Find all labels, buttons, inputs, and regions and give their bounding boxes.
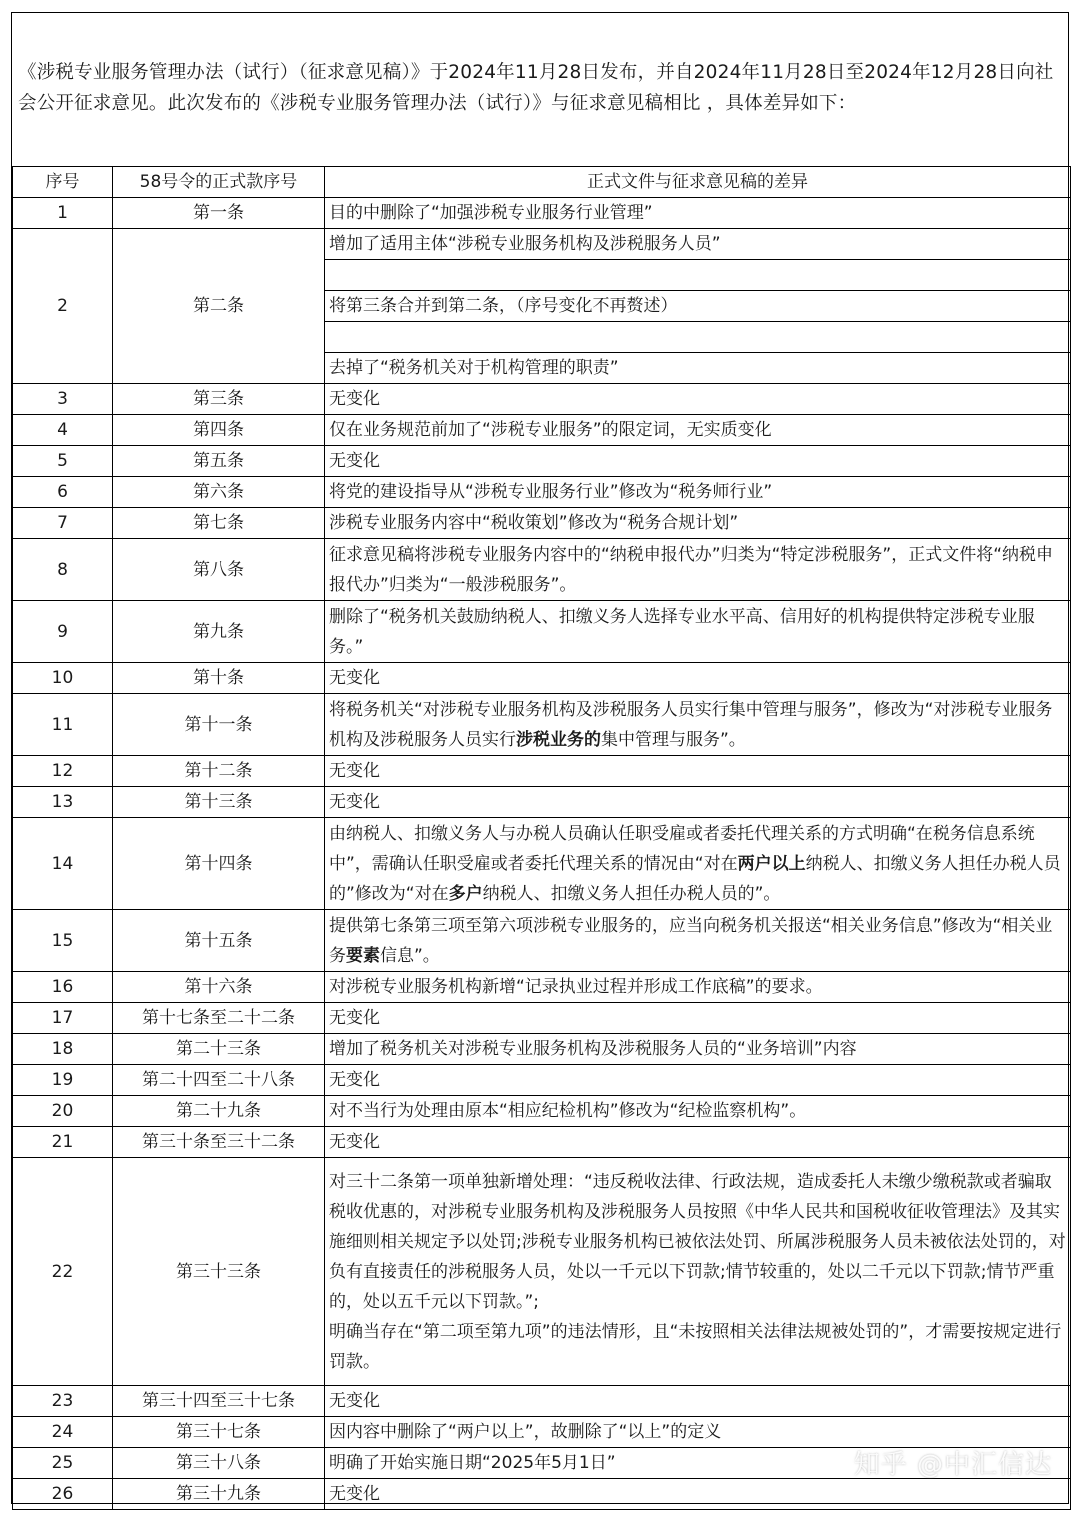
row-diff: 无变化 xyxy=(325,1386,1071,1417)
table-header-row xyxy=(13,167,1071,198)
table-row xyxy=(13,972,1071,1003)
row-article: 第三十三条 xyxy=(113,1158,325,1386)
row-article: 第六条 xyxy=(113,477,325,508)
row-article: 第二条 xyxy=(113,229,325,384)
row-diff: 无变化 xyxy=(325,1479,1071,1510)
row-number: 5 xyxy=(13,446,113,477)
row-article: 第三条 xyxy=(113,384,325,415)
row-number: 6 xyxy=(13,477,113,508)
table-row xyxy=(13,1417,1071,1448)
row-diff: 无变化 xyxy=(325,787,1071,818)
header-no: 序号 xyxy=(13,167,113,198)
table-row xyxy=(13,415,1071,446)
diff-text: 纳税人、扣缴义务人担任办税人员的”修改为“对在 xyxy=(329,853,1061,904)
table-row xyxy=(13,787,1071,818)
table-row xyxy=(13,477,1071,508)
row-diff: 对涉税专业服务机构新增“记录执业过程并形成工作底稿”的要求。 xyxy=(325,972,1071,1003)
row-number: 26 xyxy=(13,1479,113,1510)
comparison-table xyxy=(12,166,1071,1510)
diff-text: 由纳税人、扣缴义务人与办税人员确认任职受雇或者委托代理关系的方式明确“在税务信息系统中”，需确认任职受雇或者委托代理关系的情况由“对在 xyxy=(329,823,1035,874)
header-diff: 正式文件与征求意见稿的差异 xyxy=(325,167,1071,198)
row-number: 15 xyxy=(13,910,113,972)
row-diff: 无变化 xyxy=(325,1127,1071,1158)
row-number: 8 xyxy=(13,539,113,601)
row-number: 3 xyxy=(13,384,113,415)
table-row xyxy=(13,910,1071,972)
diff-text: 提供第七条第三项至第六项涉税专业服务的，应当向税务机关报送“相关业务信息”修改为“相关业务 xyxy=(329,915,1053,966)
table-row xyxy=(13,508,1071,539)
row-number: 18 xyxy=(13,1034,113,1065)
intro-paragraph: 《涉税专业服务管理办法（试行）（征求意见稿）》于2024年11月28日发布，并自2024年11月28日至2024年12月28日向社会公开征求意见。此次发布的《涉税专业服务管理办法（试行）》与征求意见稿相比 ，具体差异如下： xyxy=(18,62,1054,114)
table-row xyxy=(13,446,1071,477)
diff-paragraph: 对三十二条第一项单独新增处理：“违反税收法律、行政法规，造成委托人未缴少缴税款或者骗取税收优惠的，对涉税专业服务机构及涉税服务人员按照《中华人民共和国税收征收管理法》及其实施细则相关规定予以处罚;涉税专业服务机构已被依法处罚、所属涉税服务人员未被依法处罚的，对负有直接责任的涉税服务人员，处以一千元以下罚款;情节较重的，处以二千元以下罚款;情节严重的，处以五千元以下罚款。”; xyxy=(329,1171,1066,1312)
row-number: 21 xyxy=(13,1127,113,1158)
row-number: 24 xyxy=(13,1417,113,1448)
row-diff: 无变化 xyxy=(325,756,1071,787)
diff-emphasis: 两户以上 xyxy=(737,853,806,874)
document-sheet xyxy=(11,12,1069,1504)
row-diff-empty xyxy=(325,322,1071,353)
row-diff: 对不当行为处理由原本“相应纪检机构”修改为“纪检监察机构”。 xyxy=(325,1096,1071,1127)
row-number: 10 xyxy=(13,663,113,694)
table-row xyxy=(13,1034,1071,1065)
row-number: 19 xyxy=(13,1065,113,1096)
row-number: 13 xyxy=(13,787,113,818)
row-diff: 无变化 xyxy=(325,384,1071,415)
diff-emphasis: 多户 xyxy=(448,883,483,904)
table-row xyxy=(13,694,1071,756)
header-article: 58号令的正式款序号 xyxy=(113,167,325,198)
table-row xyxy=(13,384,1071,415)
row-article: 第三十九条 xyxy=(113,1479,325,1510)
table-row xyxy=(13,1158,1071,1386)
row-diff: 将第三条合并到第二条，（序号变化不再赘述） xyxy=(325,291,1071,322)
row-article: 第三十条至三十二条 xyxy=(113,1127,325,1158)
row-number: 16 xyxy=(13,972,113,1003)
row-article: 第九条 xyxy=(113,601,325,663)
row-diff-empty xyxy=(325,260,1071,291)
row-number: 12 xyxy=(13,756,113,787)
row-diff: 无变化 xyxy=(325,1065,1071,1096)
row-article: 第七条 xyxy=(113,508,325,539)
row-number: 1 xyxy=(13,198,113,229)
row-diff: 目的中删除了“加强涉税专业服务行业管理” xyxy=(325,198,1071,229)
table-row xyxy=(13,539,1071,601)
row-article: 第十一条 xyxy=(113,694,325,756)
table-row xyxy=(13,229,1071,260)
table-row xyxy=(13,756,1071,787)
row-article: 第二十三条 xyxy=(113,1034,325,1065)
diff-paragraph: 明确当存在“第二项至第九项”的违法情形，且“未按照相关法律法规被处罚的”，才需要按规定进行罚款。 xyxy=(329,1321,1062,1372)
row-article: 第十五条 xyxy=(113,910,325,972)
row-diff: 明确了开始实施日期“2025年5月1日” xyxy=(325,1448,1071,1479)
row-diff: 增加了税务机关对涉税专业服务机构及涉税服务人员的“业务培训”内容 xyxy=(325,1034,1071,1065)
row-diff: 将党的建设指导从“涉税专业服务行业”修改为“税务师行业” xyxy=(325,477,1071,508)
row-article: 第二十四至二十八条 xyxy=(113,1065,325,1096)
row-diff: 删除了“税务机关鼓励纳税人、扣缴义务人选择专业水平高、信用好的机构提供特定涉税专业服务。” xyxy=(325,601,1071,663)
row-number: 9 xyxy=(13,601,113,663)
row-article: 第三十四至三十七条 xyxy=(113,1386,325,1417)
row-number: 25 xyxy=(13,1448,113,1479)
row-article: 第四条 xyxy=(113,415,325,446)
watermark: 知乎 @中汇信达 xyxy=(853,1450,1052,1480)
table-row xyxy=(13,198,1071,229)
row-number: 20 xyxy=(13,1096,113,1127)
row-number: 2 xyxy=(13,229,113,384)
table-row xyxy=(13,1065,1071,1096)
row-diff: 增加了适用主体“涉税专业服务机构及涉税服务人员” xyxy=(325,229,1071,260)
diff-emphasis: 要素 xyxy=(346,945,380,966)
table-row xyxy=(13,1386,1071,1417)
row-article: 第十六条 xyxy=(113,972,325,1003)
row-article: 第八条 xyxy=(113,539,325,601)
row-article: 第三十七条 xyxy=(113,1417,325,1448)
row-article: 第一条 xyxy=(113,198,325,229)
diff-text: 将税务机关“对涉税专业服务机构及涉税服务人员实行集中管理与服务”，修改为“对涉税专业服务机构及涉税服务人员实行 xyxy=(329,699,1053,750)
diff-text: 纳税人、扣缴义务人担任办税人员的”。 xyxy=(482,883,781,904)
table-row xyxy=(13,1479,1071,1510)
row-article: 第三十八条 xyxy=(113,1448,325,1479)
row-article: 第二十九条 xyxy=(113,1096,325,1127)
row-number: 22 xyxy=(13,1158,113,1386)
table-row xyxy=(13,818,1071,910)
row-diff: 因内容中删除了“两户以上”，故删除了“以上”的定义 xyxy=(325,1417,1071,1448)
table-row xyxy=(13,1003,1071,1034)
row-diff: 涉税专业服务内容中“税收策划”修改为“税务合规计划” xyxy=(325,508,1071,539)
row-diff: 仅在业务规范前加了“涉税专业服务”的限定词，无实质变化 xyxy=(325,415,1071,446)
row-diff: 征求意见稿将涉税专业服务内容中的“纳税申报代办”归类为“特定涉税服务”，正式文件将“纳税申报代办”归类为“一般涉税服务”。 xyxy=(325,539,1071,601)
table-row xyxy=(13,1127,1071,1158)
row-diff: 无变化 xyxy=(325,1003,1071,1034)
row-article: 第十条 xyxy=(113,663,325,694)
diff-emphasis: 涉税业务的 xyxy=(516,729,601,750)
row-diff: 无变化 xyxy=(325,446,1071,477)
row-article: 第十七条至二十二条 xyxy=(113,1003,325,1034)
row-number: 11 xyxy=(13,694,113,756)
row-number: 7 xyxy=(13,508,113,539)
row-diff xyxy=(325,694,1071,756)
row-diff: 无变化 xyxy=(325,663,1071,694)
row-number: 23 xyxy=(13,1386,113,1417)
table-row xyxy=(13,1096,1071,1127)
row-diff xyxy=(325,910,1071,972)
row-diff xyxy=(325,818,1071,910)
row-article: 第五条 xyxy=(113,446,325,477)
row-diff: 去掉了“税务机关对于机构管理的职责” xyxy=(325,353,1071,384)
row-number: 4 xyxy=(13,415,113,446)
row-article: 第十四条 xyxy=(113,818,325,910)
table-row xyxy=(13,663,1071,694)
diff-text: 集中管理与服务”。 xyxy=(601,729,746,750)
row-number: 17 xyxy=(13,1003,113,1034)
row-article: 第十二条 xyxy=(113,756,325,787)
diff-text: 信息”。 xyxy=(380,945,440,966)
row-article: 第十三条 xyxy=(113,787,325,818)
table-row xyxy=(13,601,1071,663)
row-diff xyxy=(325,1158,1071,1386)
row-number: 14 xyxy=(13,818,113,910)
